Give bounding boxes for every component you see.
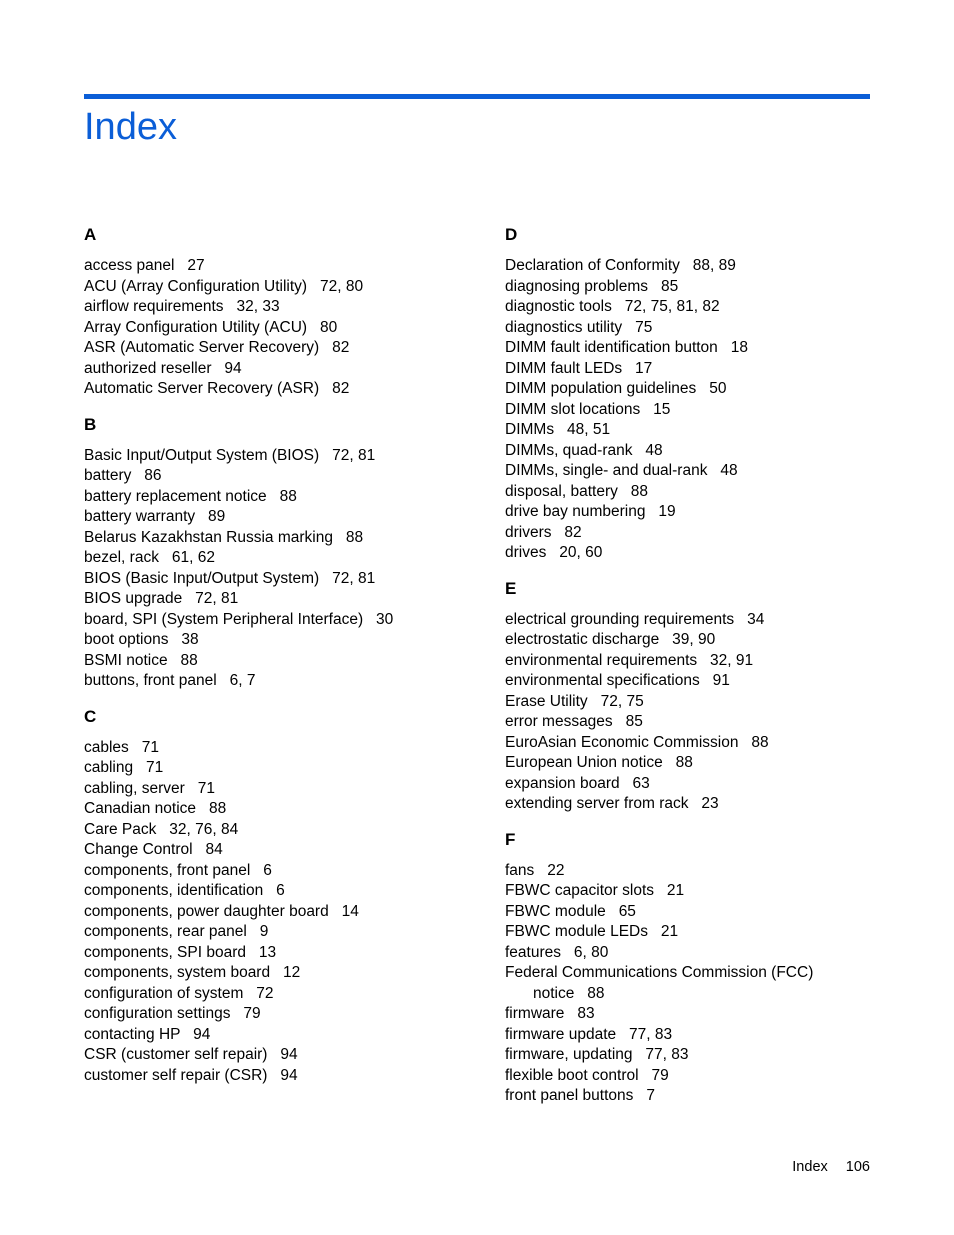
index-entry: components, front panel 6 <box>84 861 272 879</box>
index-entry: fans 22 <box>505 861 565 879</box>
index-entry: cabling, server 71 <box>84 779 215 797</box>
index-entry: DIMM fault LEDs 17 <box>505 359 653 377</box>
index-entry: bezel, rack 61, 62 <box>84 549 215 566</box>
index-entry: BIOS upgrade 72, 81 <box>84 590 239 607</box>
index-entry: Declaration of Conformity 88, 89 <box>505 257 736 274</box>
index-entry: Change Control 84 <box>84 841 223 858</box>
index-entry: contacting HP 94 <box>84 1025 211 1043</box>
index-entry: DIMMs, quad-rank 48 <box>505 441 663 459</box>
index-entry: boot options 38 <box>84 631 199 648</box>
index-entry: battery replacement notice 88 <box>84 487 297 505</box>
index-entry: BSMI notice 88 <box>84 651 198 669</box>
index-entry: Basic Input/Output System (BIOS) 72, 81 <box>84 446 376 464</box>
index-entry: configuration of system 72 <box>84 984 274 1002</box>
index-entry: DIMM fault identification button 18 <box>505 339 748 356</box>
index-entry: drivers 82 <box>505 523 582 541</box>
index-entry: features 6, 80 <box>505 943 609 961</box>
index-entry: Canadian notice 88 <box>84 800 227 817</box>
section-letter: B <box>84 414 97 434</box>
index-entry: components, identification 6 <box>84 882 285 899</box>
index-entry: firmware update 77, 83 <box>505 1025 673 1043</box>
index-entry: European Union notice 88 <box>505 754 693 771</box>
index-entry: cables 71 <box>84 738 159 756</box>
index-entry: Array Configuration Utility (ACU) 80 <box>84 318 338 336</box>
page-title: Index <box>84 106 177 148</box>
index-entry: Federal Communications Commission (FCC) <box>505 964 814 981</box>
index-entry: diagnostic tools 72, 75, 81, 82 <box>505 298 720 315</box>
index-entry: environmental specifications 91 <box>505 672 730 689</box>
section-letter: E <box>505 578 517 598</box>
index-entry: ASR (Automatic Server Recovery) 82 <box>84 339 350 356</box>
index-entry: customer self repair (CSR) 94 <box>84 1066 298 1084</box>
index-entry: battery 86 <box>84 467 162 484</box>
index-entry: FBWC module LEDs 21 <box>505 923 679 940</box>
index-entry: configuration settings 79 <box>84 1005 261 1022</box>
index-section-b <box>84 414 474 692</box>
index-entry: buttons, front panel 6, 7 <box>84 672 256 689</box>
index-entry: components, rear panel 9 <box>84 923 269 940</box>
index-entry: BIOS (Basic Input/Output System) 72, 81 <box>84 569 376 587</box>
index-entry: firmware, updating 77, 83 <box>505 1046 689 1063</box>
index-section-d <box>505 224 895 564</box>
index-entry: CSR (customer self repair) 94 <box>84 1046 298 1063</box>
index-entry: DIMMs 48, 51 <box>505 421 611 438</box>
index-entry: airflow requirements 32, 33 <box>84 298 280 315</box>
index-entry: cabling 71 <box>84 759 164 776</box>
index-entry: battery warranty 89 <box>84 508 226 525</box>
index-entry: Belarus Kazakhstan Russia marking 88 <box>84 528 364 546</box>
index-section-f <box>505 829 895 1107</box>
index-entry: electrical grounding requirements 34 <box>505 610 765 628</box>
index-entry: front panel buttons 7 <box>505 1087 655 1104</box>
index-entry: extending server from rack 23 <box>505 795 719 812</box>
index-section-a <box>84 224 474 400</box>
index-entry: FBWC module 65 <box>505 902 636 920</box>
index-entry: firmware 83 <box>505 1005 595 1022</box>
index-entry: DIMMs, single- and dual-rank 48 <box>505 462 738 479</box>
index-entry: Automatic Server Recovery (ASR) 82 <box>84 380 350 397</box>
index-entry: EuroAsian Economic Commission 88 <box>505 733 769 751</box>
index-entry <box>505 984 895 1005</box>
index-entry: DIMM slot locations 15 <box>505 400 671 418</box>
index-column-right <box>505 224 895 1121</box>
index-entry: components, SPI board 13 <box>84 943 277 961</box>
index-entry: disposal, battery 88 <box>505 482 649 500</box>
page-footer <box>792 1157 870 1177</box>
index-entry: Erase Utility 72, 75 <box>505 692 644 710</box>
index-section-e <box>505 578 895 815</box>
index-entry: electrostatic discharge 39, 90 <box>505 631 716 648</box>
section-letter: C <box>84 706 97 726</box>
index-entry: access panel 27 <box>84 257 205 274</box>
index-column-left <box>84 224 474 1100</box>
section-letter: D <box>505 225 518 244</box>
index-entry: diagnostics utility 75 <box>505 318 653 336</box>
section-letter: F <box>505 829 516 849</box>
title-rule <box>84 94 870 99</box>
index-entry: components, power daughter board 14 <box>84 902 359 920</box>
index-section-c <box>84 706 474 1087</box>
index-entry: environmental requirements 32, 91 <box>505 651 754 669</box>
index-entry: drives 20, 60 <box>505 544 603 561</box>
index-entry: components, system board 12 <box>84 964 301 981</box>
index-entry: board, SPI (System Peripheral Interface) 30 <box>84 610 394 628</box>
index-entry: diagnosing problems 85 <box>505 277 679 295</box>
index-entry: drive bay numbering 19 <box>505 503 676 520</box>
index-entry: DIMM population guidelines 50 <box>505 380 727 397</box>
section-letter: A <box>84 225 97 244</box>
index-entry: ACU (Array Configuration Utility) 72, 80 <box>84 277 364 295</box>
index-entry-continuation: notice 88 <box>533 984 605 1002</box>
index-entry: authorized reseller 94 <box>84 359 242 377</box>
footer-label: Index <box>792 1159 828 1175</box>
page-number: 106 <box>845 1159 870 1175</box>
index-entry: error messages 85 <box>505 713 643 730</box>
index-entry: FBWC capacitor slots 21 <box>505 882 685 899</box>
index-entry: flexible boot control 79 <box>505 1066 669 1084</box>
index-entry: Care Pack 32, 76, 84 <box>84 820 239 838</box>
index-entry: expansion board 63 <box>505 774 650 792</box>
